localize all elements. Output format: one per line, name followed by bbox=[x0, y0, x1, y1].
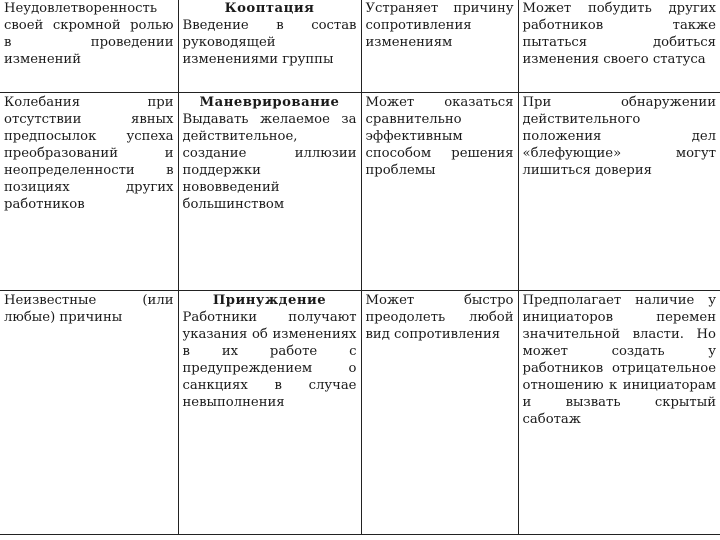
method-title: Принуждение bbox=[212, 293, 327, 308]
reason-cell bbox=[0, 291, 178, 535]
drawbacks-cell bbox=[518, 291, 720, 535]
reason-cell bbox=[0, 0, 178, 93]
advantages-text: Может быстро преодолеть любой вид сопротивления bbox=[365, 293, 514, 342]
table-row bbox=[0, 291, 720, 535]
method-description: Работники получают указания об изменениях в их работе с предупреждением о санкциях в случае невыполнения bbox=[182, 310, 357, 410]
method-title: Кооптация bbox=[224, 1, 315, 16]
reason-text: Неудовлетворенность своей скромной ролью в проведении изменений bbox=[4, 1, 174, 67]
table-row bbox=[0, 93, 720, 291]
drawbacks-cell bbox=[518, 93, 720, 291]
drawbacks-text: При обнаружении действительного положения дел «блефующие» могут лишиться доверия bbox=[522, 95, 716, 178]
advantages-text: Устраняет причину сопротивления изменениям bbox=[365, 1, 514, 50]
advantages-cell bbox=[361, 93, 518, 291]
method-description: Введение в состав руководящей изменениями группы bbox=[182, 18, 357, 67]
reason-cell bbox=[0, 93, 178, 291]
method-cell bbox=[178, 93, 361, 291]
reason-text: Неизвестные (или любые) причины bbox=[4, 293, 174, 325]
drawbacks-cell bbox=[518, 0, 720, 93]
advantages-cell bbox=[361, 0, 518, 93]
reason-text: Колебания при отсутствии явных предпосылок успеха преобразований и неопределенности в позициях других работников bbox=[4, 95, 174, 212]
method-title: Маневрирование bbox=[199, 95, 340, 110]
drawbacks-text: Может побудить других работников также пытаться добиться изменения своего статуса bbox=[522, 1, 716, 67]
advantages-text: Может оказаться сравнительно эффективным способом решения проблемы bbox=[365, 95, 514, 178]
drawbacks-text: Предполагает наличие у инициаторов перемен значительной власти. Но может создать у работников отрицательное отношению к инициаторам и вызвать скрытый саботаж bbox=[522, 293, 716, 427]
method-description: Выдавать желаемое за действительное, создание иллюзии поддержки нововведений большинством bbox=[182, 112, 357, 212]
method-cell bbox=[178, 0, 361, 93]
method-cell bbox=[178, 291, 361, 535]
table-row bbox=[0, 0, 720, 93]
advantages-cell bbox=[361, 291, 518, 535]
